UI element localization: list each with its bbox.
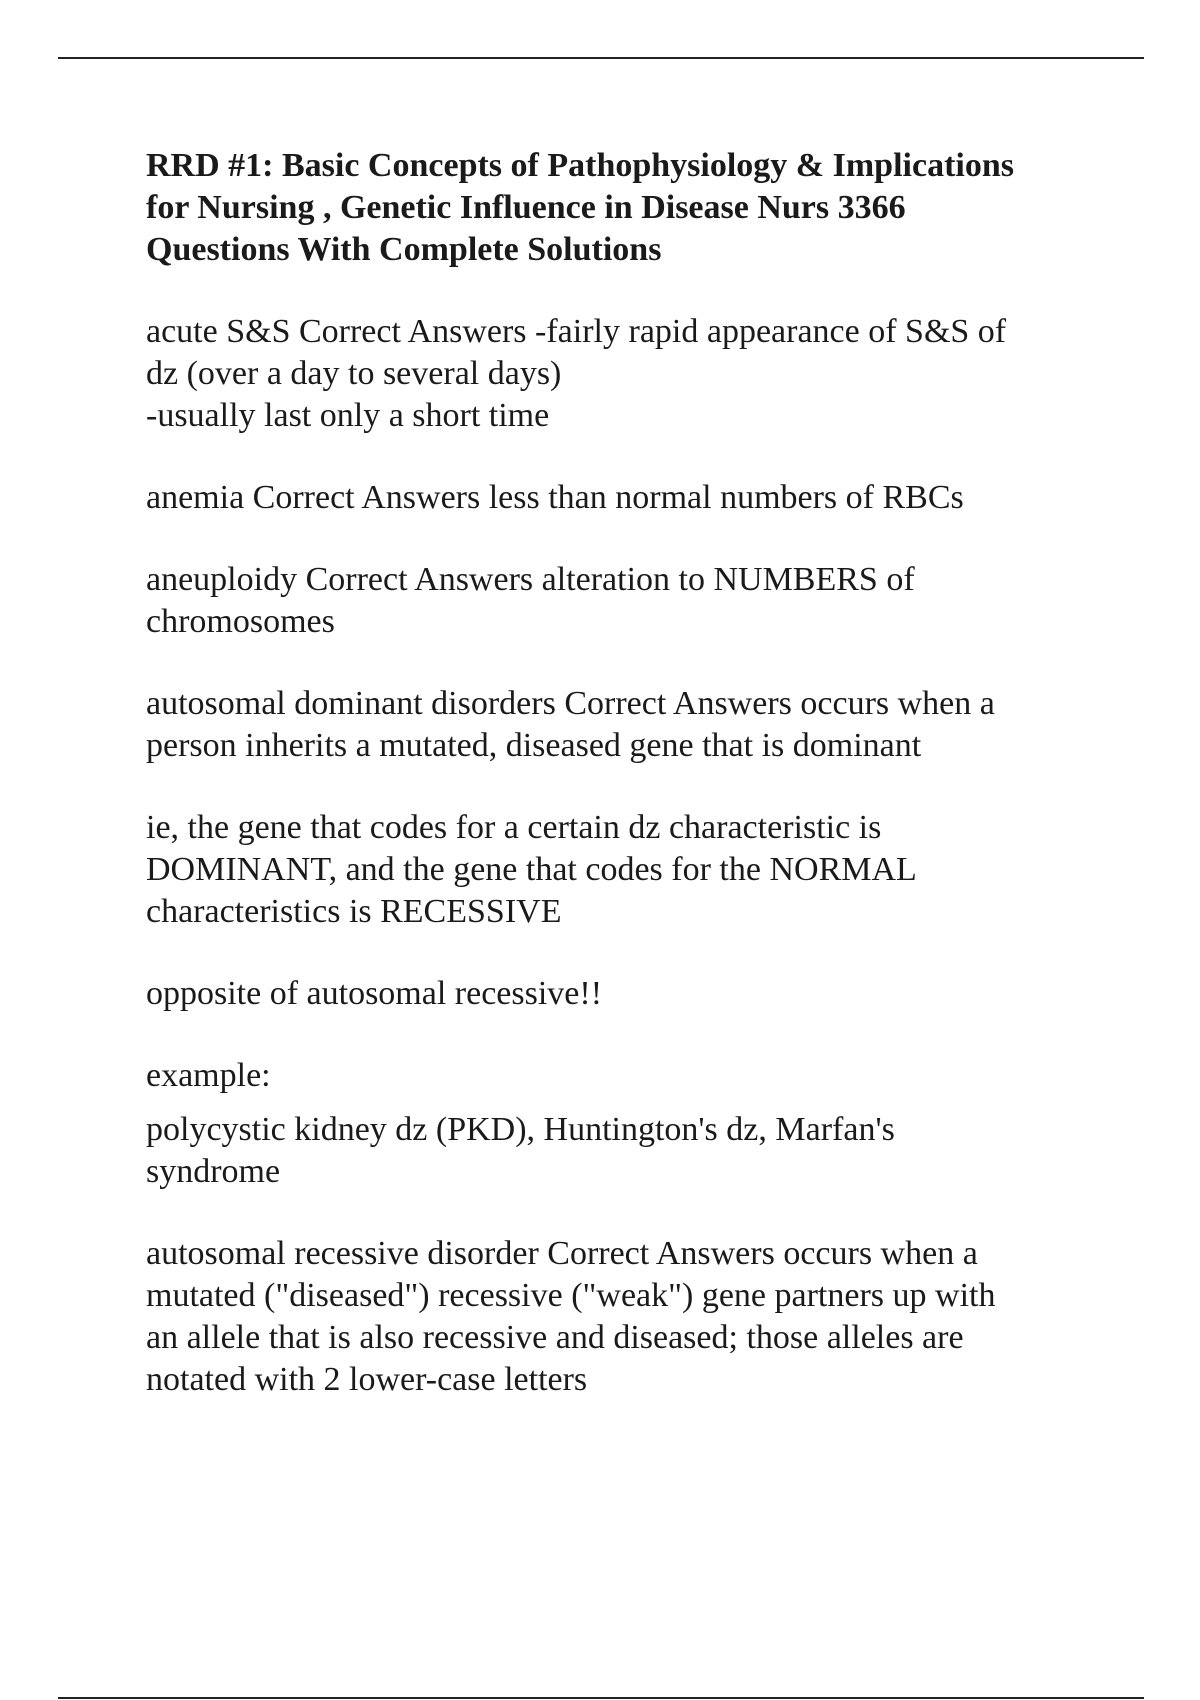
text-line: opposite of autosomal recessive!!: [146, 975, 603, 1012]
top-divider: [58, 57, 1144, 59]
text-line: DOMINANT, and the gene that codes for the NORMAL: [146, 851, 917, 888]
flashcard-acute-ss: [146, 311, 1106, 437]
title-line: Questions With Complete Solutions: [146, 231, 662, 268]
flashcard-aneuploidy: [146, 559, 1106, 643]
text-line: aneuploidy Correct Answers alteration to NUMBERS of: [146, 561, 915, 598]
text-line: chromosomes: [146, 603, 335, 640]
title-line: for Nursing , Genetic Influence in Disease Nurs 3366: [146, 189, 906, 226]
text-line: an allele that is also recessive and diseased; those alleles are: [146, 1319, 964, 1356]
text-line: dz (over a day to several days): [146, 355, 562, 392]
text-line: polycystic kidney dz (PKD), Huntington's dz, Marfan's: [146, 1111, 895, 1148]
text-line: autosomal recessive disorder Correct Answers occurs when a: [146, 1235, 978, 1272]
document-body: [146, 145, 1106, 1441]
text-line: notated with 2 lower-case letters: [146, 1361, 588, 1398]
text-line: syndrome: [146, 1153, 281, 1190]
text-line: autosomal dominant disorders Correct Answers occurs when a: [146, 685, 995, 722]
text-line: anemia Correct Answers less than normal numbers of RBCs: [146, 479, 964, 516]
autosomal-dominant-examples: [146, 1109, 1106, 1193]
autosomal-dominant-explanation: [146, 807, 1106, 933]
text-line: acute S&S Correct Answers -fairly rapid appearance of S&S of: [146, 313, 1007, 350]
text-line: ie, the gene that codes for a certain dz characteristic is: [146, 809, 882, 846]
text-line: example:: [146, 1057, 271, 1094]
bottom-divider: [58, 1697, 1144, 1699]
text-line: -usually last only a short time: [146, 397, 550, 434]
text-line: person inherits a mutated, diseased gene that is dominant: [146, 727, 922, 764]
flashcard-autosomal-dominant: [146, 683, 1106, 767]
flashcard-autosomal-recessive: [146, 1233, 1106, 1401]
document-title: [146, 145, 1106, 271]
title-line: RRD #1: Basic Concepts of Pathophysiology & Implications: [146, 147, 1014, 184]
text-line: mutated ("diseased") recessive ("weak") gene partners up with: [146, 1277, 996, 1314]
autosomal-dominant-note: [146, 973, 1106, 1015]
example-label: [146, 1055, 1106, 1097]
flashcard-anemia: [146, 477, 1106, 519]
text-line: characteristics is RECESSIVE: [146, 893, 562, 930]
